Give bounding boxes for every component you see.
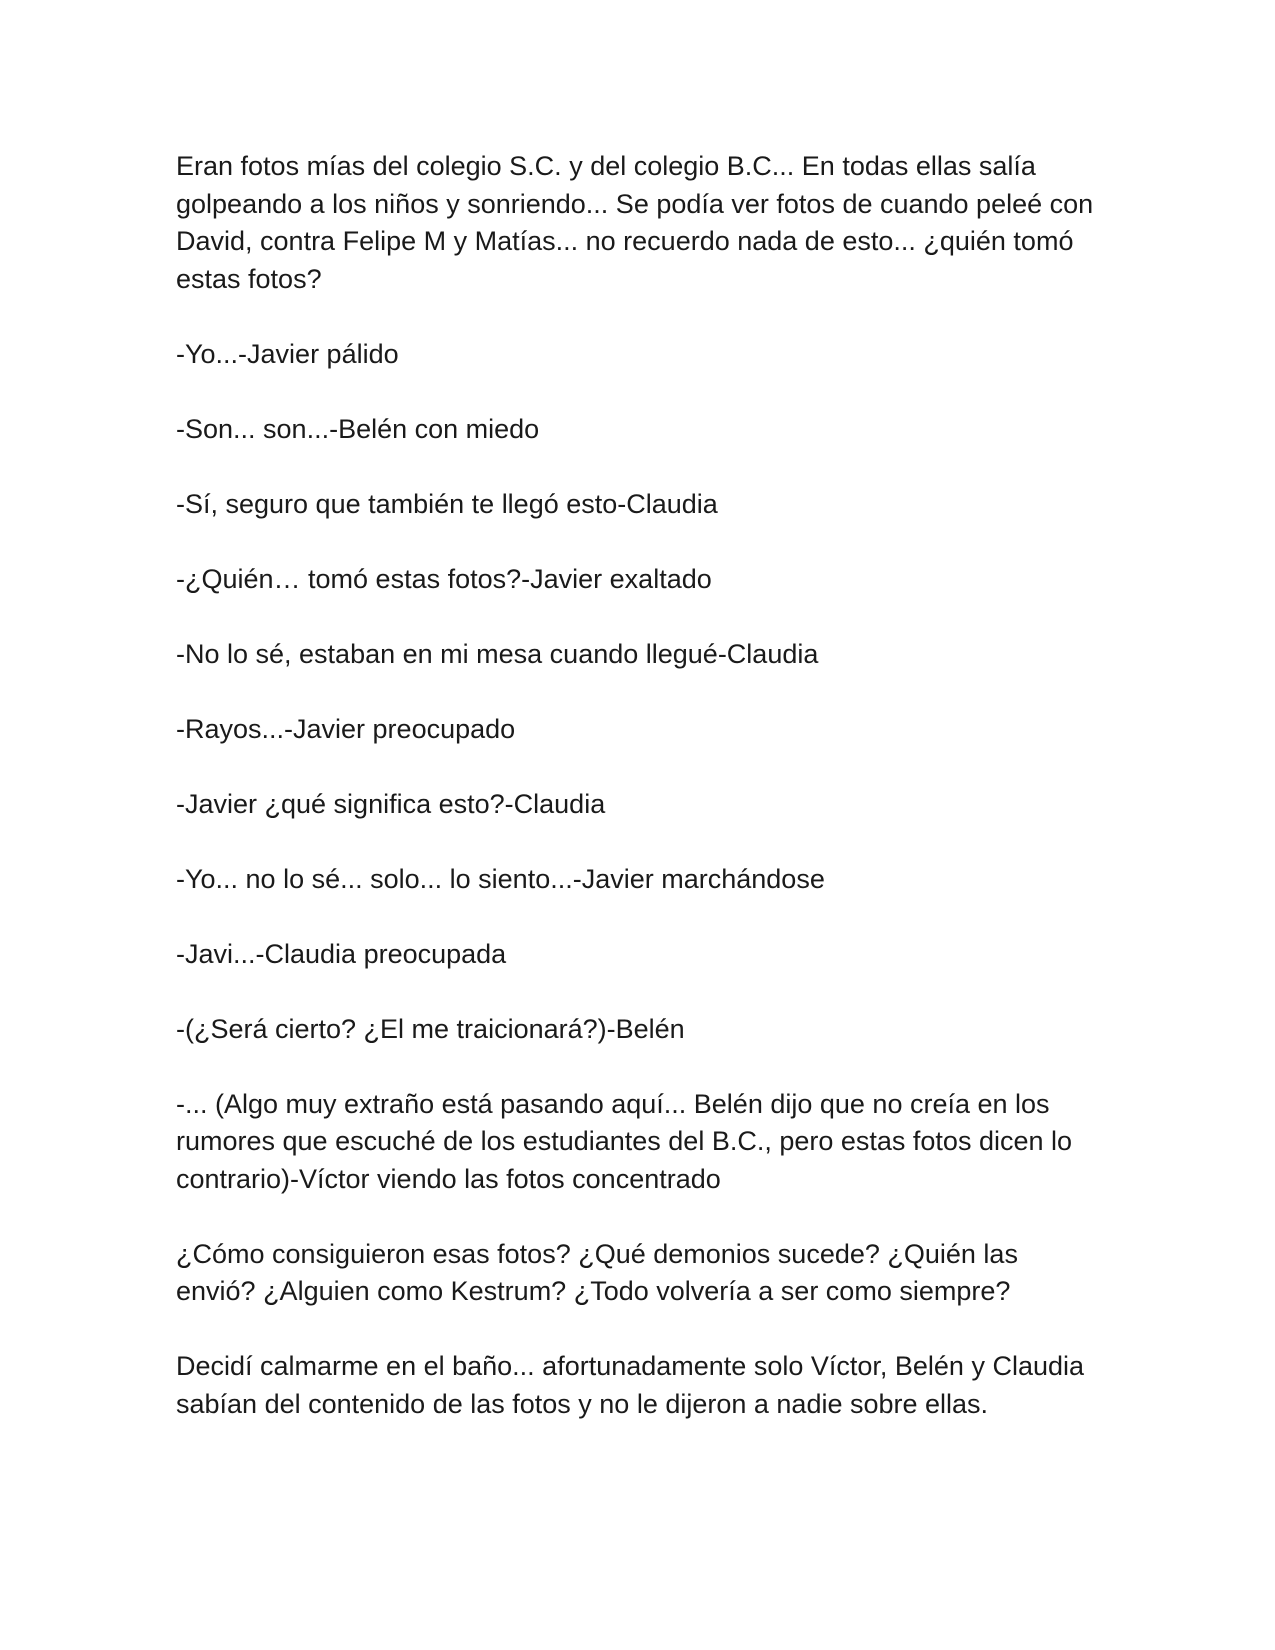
dialogue-line: -(¿Será cierto? ¿El me traicionará?)-Belén (176, 1013, 685, 1044)
paragraph: Decidí calmarme en el baño... afortunadamente solo Víctor, Belén y Claudia sabían del contenido de las fotos y no le dijeron a nadie sobre ellas. (176, 1351, 1085, 1419)
dialogue-line: -Rayos...-Javier preocupado (176, 713, 516, 744)
document-body (176, 148, 1096, 1423)
paragraph: ¿Cómo consiguieron esas fotos? ¿Qué demonios sucede? ¿Quién las envió? ¿Alguien como Kestrum? ¿Todo volvería a ser como siempre? (176, 1238, 1018, 1306)
dialogue-line: -Yo...-Javier pálido (176, 338, 399, 369)
dialogue-line: -Yo... no lo sé... solo... lo siento...-Javier marchándose (176, 863, 825, 894)
dialogue-line: -... (Algo muy extraño está pasando aquí... Belén dijo que no creía en los rumores que escuché de los estudiantes del B.C., pero estas fotos dicen lo contrario)-Víctor viendo las fotos concentrado (176, 1088, 1073, 1194)
dialogue-line: -No lo sé, estaban en mi mesa cuando llegué-Claudia (176, 638, 819, 669)
dialogue-line: -Son... son...-Belén con miedo (176, 413, 540, 444)
dialogue-line: -Javi...-Claudia preocupada (176, 938, 507, 969)
dialogue-line: -Sí, seguro que también te llegó esto-Claudia (176, 488, 718, 519)
paragraph: Eran fotos mías del colegio S.C. y del colegio B.C... En todas ellas salía golpeando a los niños y sonriendo... Se podía ver fotos de cuando peleé con David, contra Felipe M y Matías... no recuerdo nada de esto... ¿quién tomó estas fotos? (176, 151, 1094, 294)
dialogue-line: -Javier ¿qué significa esto?-Claudia (176, 788, 606, 819)
dialogue-line: -¿Quién… tomó estas fotos?-Javier exaltado (176, 563, 712, 594)
